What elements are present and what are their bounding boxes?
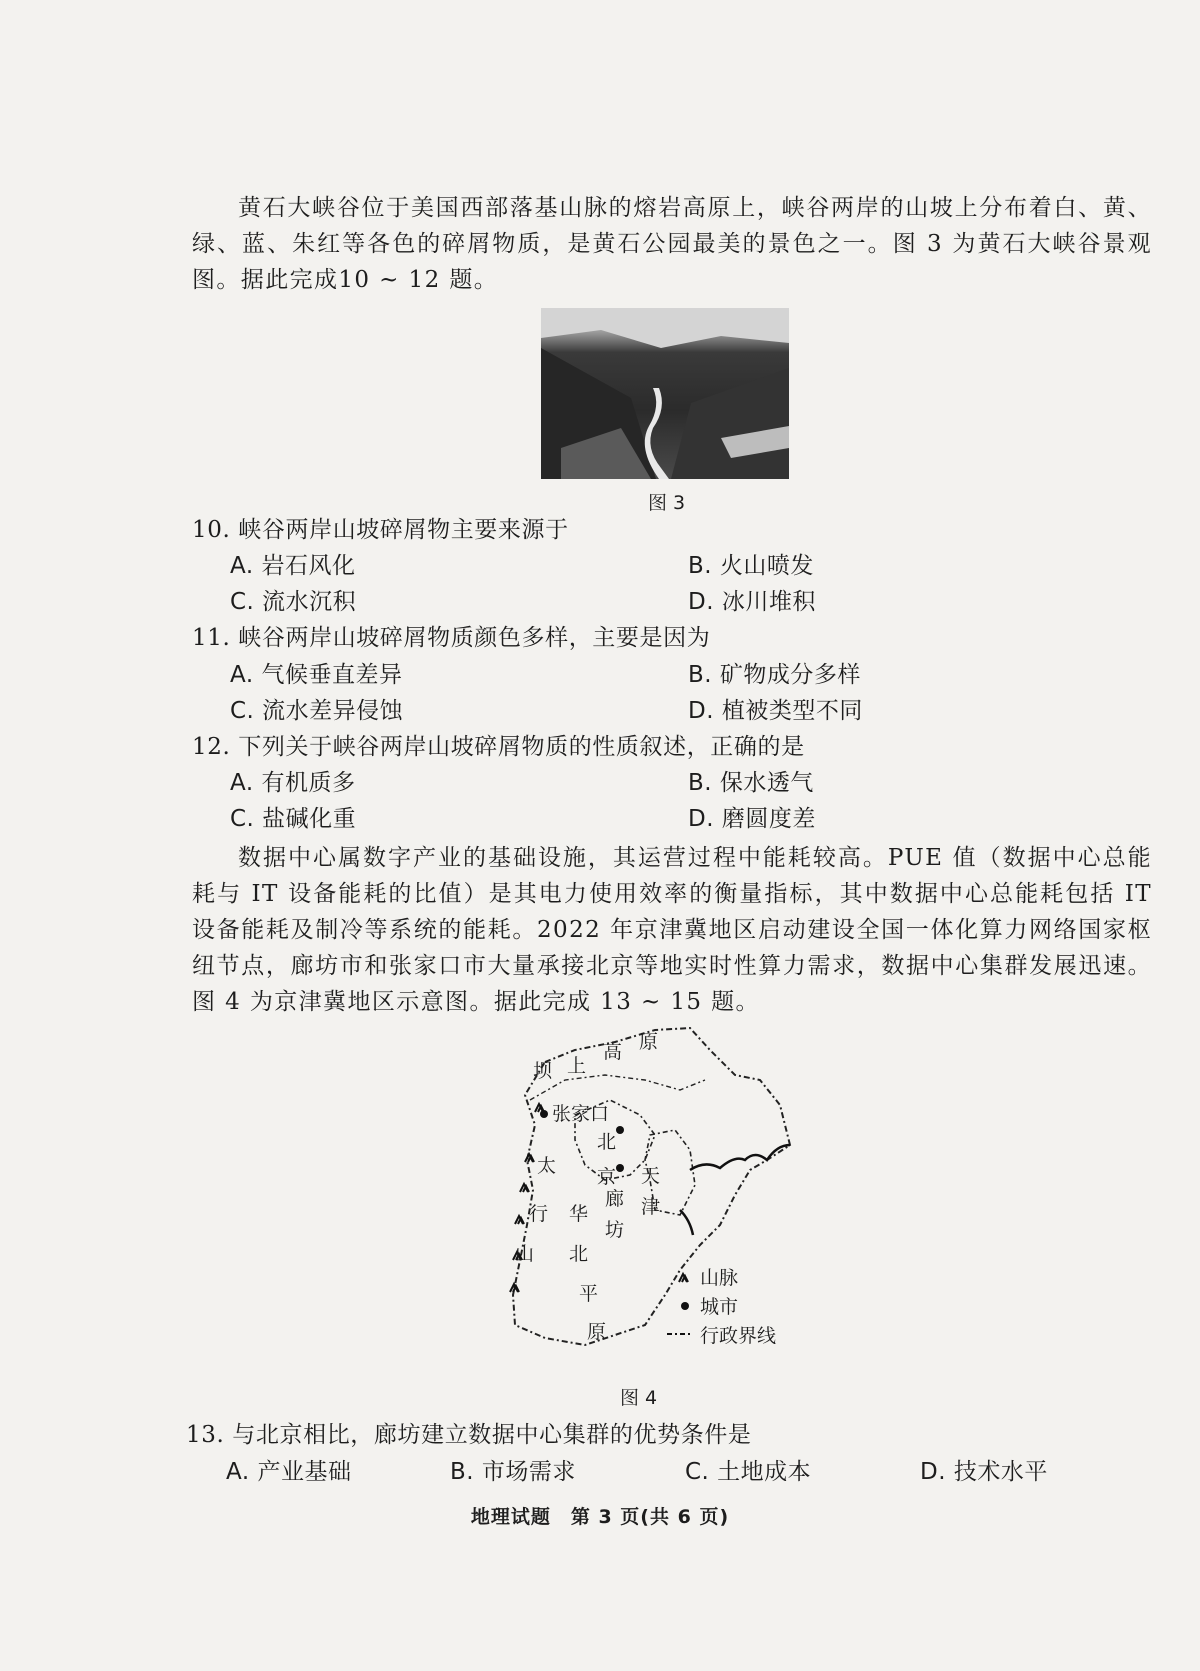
legend-boundary: 行政界线 — [700, 1325, 777, 1347]
label-hang: 行 — [529, 1203, 549, 1225]
question-10-option-c[interactable]: C. 流水沉积 — [230, 589, 357, 615]
question-11-option-d[interactable]: D. 植被类型不同 — [688, 698, 863, 724]
label-yuan2: 原 — [587, 1321, 607, 1343]
label-jin: 津 — [641, 1196, 661, 1218]
label-ba: 坝 — [533, 1060, 553, 1082]
label-bei: 北 — [597, 1131, 617, 1153]
label-tian: 天 — [641, 1165, 661, 1187]
label-ping: 平 — [579, 1283, 599, 1305]
question-11-stem: 11. 峡谷两岸山坡碎屑物质颜色多样，主要是因为 — [192, 625, 711, 651]
question-13-stem: 13. 与北京相比，廊坊建立数据中心集群的优势条件是 — [186, 1422, 752, 1448]
label-shang: 上 — [567, 1055, 587, 1077]
question-11-option-c[interactable]: C. 流水差异侵蚀 — [230, 698, 404, 724]
bashang-boundary — [530, 1075, 705, 1100]
intro-paragraph-yellowstone: 黄石大峡谷位于美国西部落基山脉的熔岩高原上，峡谷两岸的山坡上分布着白、黄、绿、蓝、朱红等各色的碎屑物质，是黄石公园最美的景色之一。图 3 为黄石大峡谷景观图。据此完成10 ~ 12 题。 — [192, 195, 1152, 293]
question-12-option-c[interactable]: C. 盐碱化重 — [230, 806, 357, 832]
legend-mountain-icon — [679, 1274, 688, 1282]
page-footer: 地理试题 第 3 页(共 6 页) — [470, 1506, 730, 1528]
zhangjiakou-dot — [540, 1110, 548, 1118]
canyon-illustration — [541, 308, 789, 479]
label-shan: 山 — [515, 1243, 535, 1265]
question-13-option-d[interactable]: D. 技术水平 — [920, 1459, 1048, 1485]
question-10-option-a[interactable]: A. 岩石风化 — [230, 553, 356, 579]
label-fang: 坊 — [605, 1219, 625, 1241]
label-yuan1: 原 — [639, 1031, 659, 1053]
question-12-stem: 12. 下列关于峡谷两岸山坡碎屑物质的性质叙述，正确的是 — [192, 734, 805, 760]
canyon-photo — [541, 308, 789, 479]
label-tai: 太 — [537, 1155, 557, 1177]
label-bei2: 北 — [569, 1243, 589, 1265]
label-lang: 廊 — [605, 1188, 625, 1210]
question-12-option-a[interactable]: A. 有机质多 — [230, 770, 356, 796]
figure-4-caption: 图 4 — [620, 1387, 658, 1409]
question-10-option-b[interactable]: B. 火山喷发 — [688, 553, 814, 579]
label-hua: 华 — [569, 1203, 589, 1225]
langfang-dot — [616, 1164, 624, 1172]
label-gao: 高 — [603, 1041, 623, 1063]
question-11-option-b[interactable]: B. 矿物成分多样 — [688, 662, 861, 688]
map-legend — [667, 1267, 776, 1347]
question-13-option-c[interactable]: C. 土地成本 — [685, 1459, 812, 1485]
question-13-option-b[interactable]: B. 市场需求 — [450, 1459, 576, 1485]
question-12-option-d[interactable]: D. 磨圆度差 — [688, 806, 816, 832]
intro-paragraph-data-center: 数据中心属数字产业的基础设施，其运营过程中能耗较高。PUE 值（数据中心总能耗与 IT 设备能耗的比值）是其电力使用效率的衡量指标，其中数据中心总能耗包括 IT 设备能耗及制冷等系统的能耗。2022 年京津冀地区启动建设全国一体化算力网络国家枢纽节点，廊坊市和张家口市大量承接北京等地实时性算力需求，数据中心集群发展迅速。图 4 为京津冀地区示意图。据此完成 13 ~ 15 题。 — [192, 845, 1152, 1015]
question-10-option-d[interactable]: D. 冰川堆积 — [688, 589, 816, 615]
coastline — [690, 1145, 790, 1170]
legend-mountain: 山脉 — [700, 1267, 739, 1289]
label-zhangjiakou: 张家口 — [552, 1103, 610, 1125]
question-12-option-b[interactable]: B. 保水透气 — [688, 770, 814, 796]
question-10-stem: 10. 峡谷两岸山坡碎屑物主要来源于 — [192, 517, 569, 543]
beijing-dot — [616, 1126, 624, 1134]
figure-3-caption: 图 3 — [648, 492, 686, 514]
question-13-option-a[interactable]: A. 产业基础 — [226, 1459, 352, 1485]
jingjinji-map — [505, 1020, 835, 1370]
question-11-option-a[interactable]: A. 气候垂直差异 — [230, 662, 403, 688]
legend-city-icon — [681, 1302, 689, 1310]
label-jing: 京 — [597, 1166, 617, 1188]
legend-city: 城市 — [700, 1296, 739, 1318]
